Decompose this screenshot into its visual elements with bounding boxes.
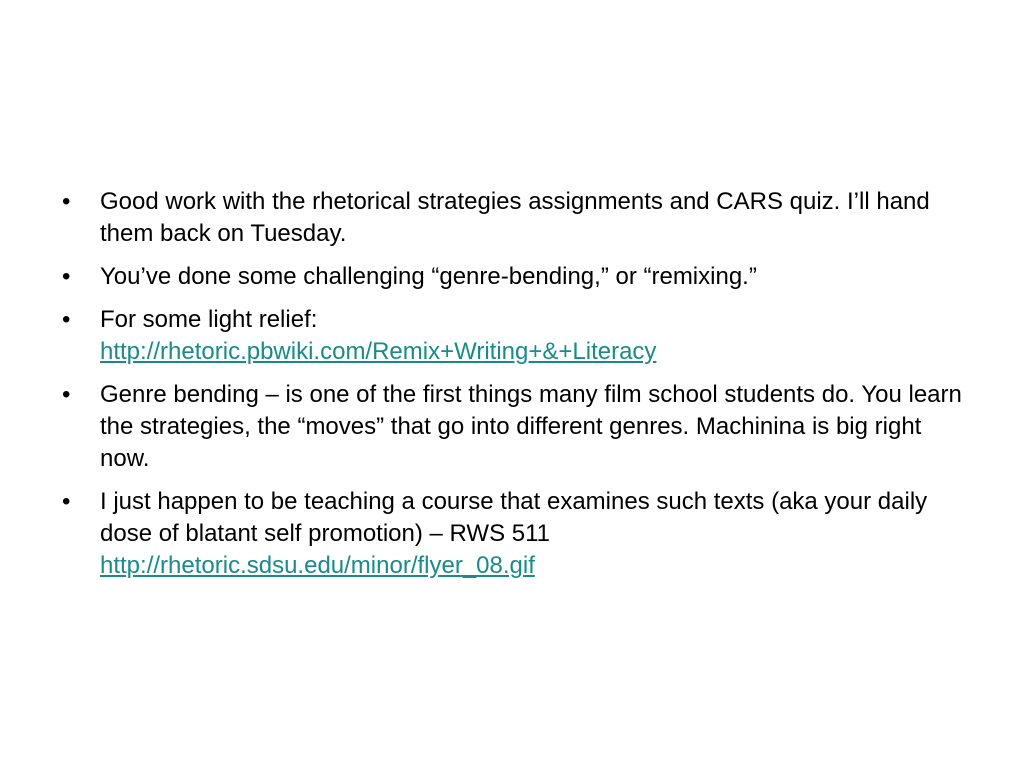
bullet-text: I just happen to be teaching a course that examines such texts (aka your daily dose of blatant self promotion) – RWS 511 — [100, 488, 928, 547]
bullet-list — [62, 186, 962, 593]
bullet-item-3 — [62, 304, 962, 368]
bullet-text: For some light relief: — [100, 306, 318, 333]
remix-writing-link[interactable]: http://rhetoric.pbwiki.com/Remix+Writing+&+Literacy — [100, 338, 657, 365]
bullet-marker: • — [62, 488, 71, 515]
bullet-marker: • — [62, 263, 71, 290]
bullet-item-4 — [62, 379, 962, 475]
bullet-item-5 — [62, 486, 962, 582]
bullet-item-1 — [62, 186, 962, 250]
course-flyer-link[interactable]: http://rhetoric.sdsu.edu/minor/flyer_08.gif — [100, 552, 535, 579]
bullet-text: You’ve done some challenging “genre-bending,” or “remixing.” — [100, 263, 757, 290]
bullet-text: Genre bending – is one of the first things many film school students do. You learn the strategies, the “moves” that go into different genres. Machinina is big right now. — [100, 381, 962, 472]
bullet-marker: • — [62, 306, 71, 333]
bullet-marker: • — [62, 188, 71, 215]
bullet-text: Good work with the rhetorical strategies assignments and CARS quiz. I’ll hand them back on Tuesday. — [100, 188, 930, 247]
bullet-item-2 — [62, 261, 962, 293]
bullet-marker: • — [62, 381, 71, 408]
